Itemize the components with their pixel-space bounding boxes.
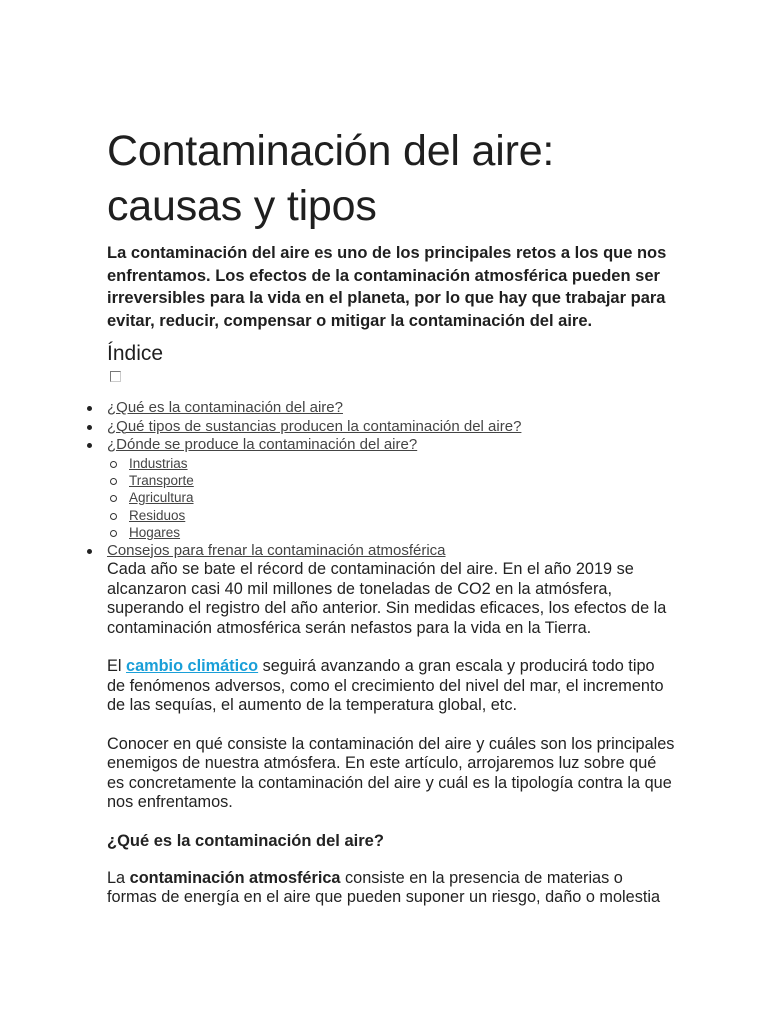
toc-subitem xyxy=(129,507,687,524)
toc-link-consejos[interactable]: Consejos para frenar la contaminación atmosférica xyxy=(107,541,446,559)
toc-link-transporte[interactable]: Transporte xyxy=(129,472,194,488)
toc-link-industrias[interactable]: Industrias xyxy=(129,455,188,471)
title-line-1: Contaminación del aire: xyxy=(107,127,555,175)
paragraph-4-start: La xyxy=(107,868,130,887)
toc-link-donde-se-produce[interactable]: ¿Dónde se produce la contaminación del aire? xyxy=(107,436,418,453)
paragraph-4-rest: consiste en la presencia de materias o formas de energía en el aire que pueden suponer un riesgo, daño o molestia xyxy=(107,868,661,907)
page-title xyxy=(107,124,687,234)
paragraph-4-bold: contaminación atmosférica xyxy=(129,868,341,887)
toc-sublist xyxy=(107,455,687,542)
table-of-contents xyxy=(107,399,687,560)
toc-link-agricultura[interactable]: Agricultura xyxy=(129,490,194,506)
paragraph-4 xyxy=(107,869,677,908)
toc-link-residuos[interactable]: Residuos xyxy=(129,507,186,523)
toc-subitem xyxy=(129,489,687,506)
paragraph-2-rest: seguirá avanzando a gran escala y producirá todo tipo de fenómenos adversos, como el crecimiento del nivel del mar, el incremento de las sequías, el aumento de la temperatura global, etc. xyxy=(107,657,664,715)
paragraph-2 xyxy=(107,657,677,716)
toc-subitem xyxy=(129,524,687,541)
paragraph-1: Cada año se bate el récord de contaminación del aire. En el año 2019 se alcanzaron casi 40 mil millones de toneladas de CO2 en la atmósfera, superando el registro del año anterior. Sin medidas eficaces, los efectos de la contaminación atmosférica serán nefastos para la vida en la Tierra. xyxy=(107,560,667,637)
toc-item xyxy=(107,542,687,561)
toc-heading: Índice xyxy=(107,342,164,365)
toc-item xyxy=(107,418,687,437)
title-line-2: causas y tipos xyxy=(107,182,377,230)
toc-link-hogares[interactable]: Hogares xyxy=(129,525,181,541)
paragraph-3: Conocer en qué consiste la contaminación del aire y cuáles son los principales enemigos de nuestra atmósfera. En este artículo, arrojaremos luz sobre qué es concretamente la contaminación del aire y cuál es la tipología contra la que nos enfrentamos. xyxy=(107,734,675,812)
toc-item xyxy=(107,436,687,542)
toc-toggle-checkbox[interactable] xyxy=(110,371,121,382)
toc-link-que-es[interactable]: ¿Qué es la contaminación del aire? xyxy=(107,399,343,416)
cambio-climatico-link[interactable]: cambio climático xyxy=(126,657,259,676)
lead-paragraph: La contaminación del aire es uno de los principales retos a los que nos enfrentamos. Los efectos de la contaminación atmosférica pueden ser irreversibles para la vida en el planeta, por lo que hay que trabajar para evitar, reducir, compensar o mitigar la contaminación del aire. xyxy=(107,244,667,330)
paragraph-2-start: El xyxy=(107,657,127,676)
toc-link-tipos-sustancias[interactable]: ¿Qué tipos de sustancias producen la contaminación del aire? xyxy=(107,417,522,435)
article xyxy=(107,124,687,908)
toc-item xyxy=(107,399,687,418)
toc-subitem xyxy=(129,472,687,489)
section-heading-que-es: ¿Qué es la contaminación del aire? xyxy=(107,831,384,850)
toc-subitem xyxy=(129,455,687,472)
